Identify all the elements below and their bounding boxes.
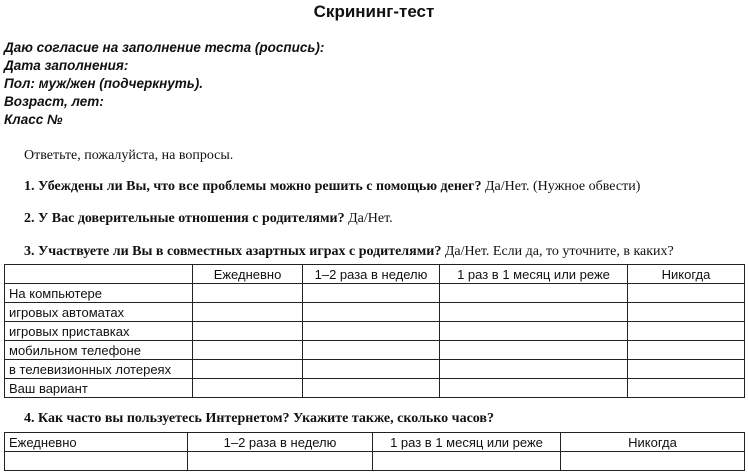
table-row xyxy=(5,341,745,360)
header-daily: Ежедневно xyxy=(193,265,303,284)
question-2-text: У Вас доверительные отношения с родителями? xyxy=(38,211,345,226)
gambling-table xyxy=(4,264,745,398)
intro-text: Ответьте, пожалуйста, на вопросы. xyxy=(24,148,234,163)
table-row xyxy=(5,284,745,303)
answer-cell[interactable] xyxy=(303,360,440,379)
answer-cell[interactable] xyxy=(193,341,303,360)
table-header-row xyxy=(5,433,745,452)
row-label: Ваш вариант xyxy=(5,379,193,398)
header-weekly: 1–2 раза в неделю xyxy=(303,265,440,284)
answer-cell[interactable] xyxy=(193,303,303,322)
answer-cell[interactable] xyxy=(628,303,745,322)
header-daily: Ежедневно xyxy=(5,433,188,452)
header-never: Никогда xyxy=(628,265,745,284)
answer-cell[interactable] xyxy=(440,284,628,303)
answer-cell[interactable] xyxy=(628,322,745,341)
class-field[interactable]: Класс № xyxy=(4,112,63,127)
answer-cell[interactable] xyxy=(628,341,745,360)
answer-cell[interactable] xyxy=(193,322,303,341)
table-row xyxy=(5,322,745,341)
question-3-text: Участвуете ли Вы в совместных азартных играх с родителями? xyxy=(38,244,442,259)
question-3-answer[interactable]: Да/Нет. Если да, то уточните, в каких? xyxy=(441,244,674,259)
answer-cell[interactable] xyxy=(303,322,440,341)
row-label: игровых приставках xyxy=(5,322,193,341)
question-1-answer[interactable]: Да/Нет. (Нужное обвести) xyxy=(481,179,641,194)
question-4-number: 4. xyxy=(24,411,35,426)
question-4 xyxy=(24,411,494,427)
answer-cell[interactable] xyxy=(628,379,745,398)
question-2-answer[interactable]: Да/Нет. xyxy=(344,211,393,226)
answer-cell[interactable] xyxy=(193,379,303,398)
header-monthly: 1 раз в 1 месяц или реже xyxy=(373,433,561,452)
question-3 xyxy=(24,244,674,260)
respondent-fields xyxy=(4,39,324,129)
consent-field[interactable]: Даю согласие на заполнение теста (роспись): xyxy=(4,40,325,55)
answer-cell[interactable] xyxy=(303,303,440,322)
gender-field[interactable]: Пол: муж/жен (подчеркнуть). xyxy=(4,76,204,91)
answer-cell[interactable] xyxy=(440,322,628,341)
question-3-number: 3. xyxy=(24,244,35,259)
question-2-number: 2. xyxy=(24,211,35,226)
answer-cell[interactable] xyxy=(561,452,745,471)
answer-cell[interactable] xyxy=(188,452,373,471)
header-monthly: 1 раз в 1 месяц или реже xyxy=(440,265,628,284)
answer-cell[interactable] xyxy=(628,284,745,303)
table-row xyxy=(5,379,745,398)
answer-cell[interactable] xyxy=(440,303,628,322)
row-label: игровых автоматах xyxy=(5,303,193,322)
page-title: Скрининг-тест xyxy=(313,2,435,21)
answer-cell[interactable] xyxy=(373,452,561,471)
answer-cell[interactable] xyxy=(303,284,440,303)
answer-cell[interactable] xyxy=(5,452,188,471)
date-field[interactable]: Дата заполнения: xyxy=(4,58,129,73)
header-cell-empty xyxy=(5,265,193,284)
answer-cell[interactable] xyxy=(440,360,628,379)
question-4-text: Как часто вы пользуетесь Интернетом? Укажите также, сколько часов? xyxy=(38,411,494,426)
answer-cell[interactable] xyxy=(193,360,303,379)
answer-cell[interactable] xyxy=(303,341,440,360)
table-row xyxy=(5,303,745,322)
question-1-number: 1. xyxy=(24,179,35,194)
table-row xyxy=(5,360,745,379)
answer-cell[interactable] xyxy=(628,360,745,379)
table-row xyxy=(5,452,745,471)
answer-cell[interactable] xyxy=(193,284,303,303)
internet-usage-table xyxy=(4,432,745,471)
question-1-text: Убеждены ли Вы, что все проблемы можно решить с помощью денег? xyxy=(38,179,482,194)
answer-cell[interactable] xyxy=(440,341,628,360)
question-1 xyxy=(24,179,640,195)
age-field[interactable]: Возраст, лет: xyxy=(4,94,104,109)
row-label: На компьютере xyxy=(5,284,193,303)
header-weekly: 1–2 раза в неделю xyxy=(188,433,373,452)
row-label: в телевизионных лотереях xyxy=(5,360,193,379)
header-never: Никогда xyxy=(561,433,745,452)
answer-cell[interactable] xyxy=(303,379,440,398)
answer-cell[interactable] xyxy=(440,379,628,398)
question-2 xyxy=(24,211,393,227)
row-label: мобильном телефоне xyxy=(5,341,193,360)
table-header-row xyxy=(5,265,745,284)
